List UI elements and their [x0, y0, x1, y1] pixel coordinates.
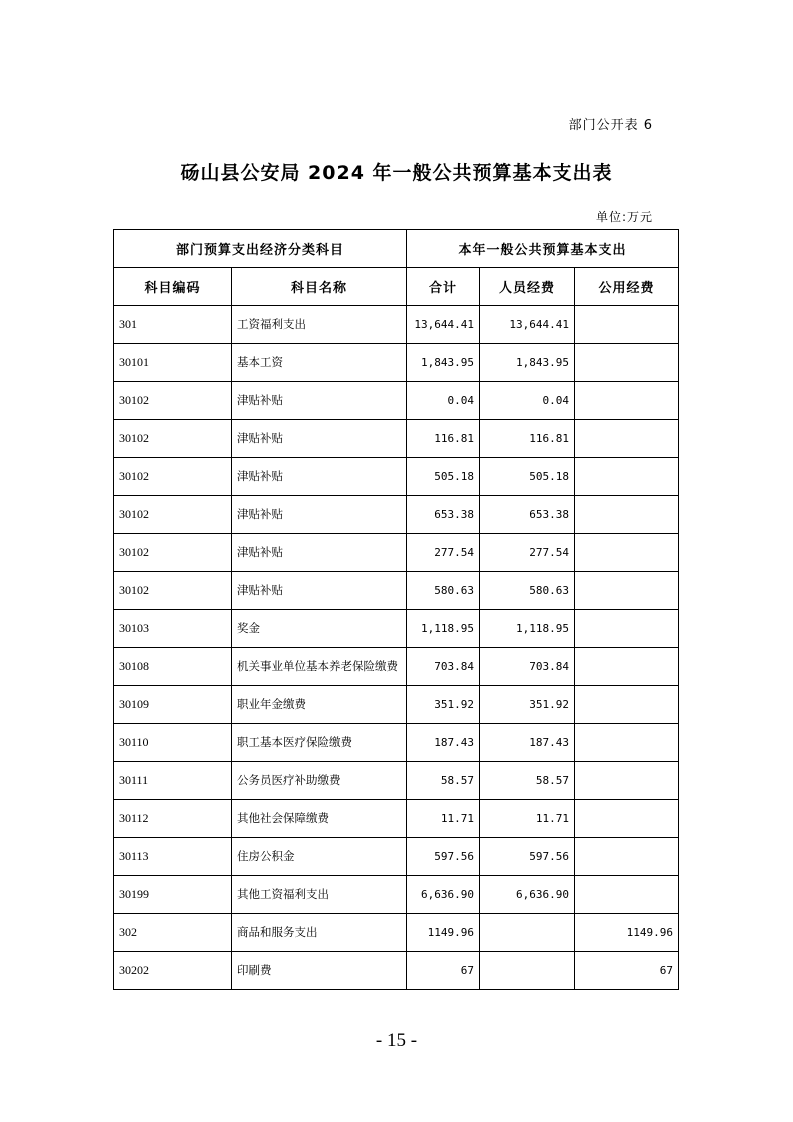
- table-row: [114, 344, 679, 382]
- row-personnel: 0.04: [480, 382, 575, 420]
- row-code: 30102: [114, 458, 232, 496]
- column-header-public: 公用经费: [575, 268, 679, 306]
- row-personnel: 580.63: [480, 572, 575, 610]
- row-public: 1149.96: [575, 914, 679, 952]
- row-total: 597.56: [407, 838, 480, 876]
- row-public: [575, 534, 679, 572]
- row-total: 11.71: [407, 800, 480, 838]
- row-code: 301: [114, 306, 232, 344]
- table-row: [114, 686, 679, 724]
- row-public: [575, 458, 679, 496]
- row-name: 职业年金缴费: [232, 686, 407, 724]
- row-code: 30102: [114, 534, 232, 572]
- row-total: 116.81: [407, 420, 480, 458]
- table-row: [114, 496, 679, 534]
- row-total: 6,636.90: [407, 876, 480, 914]
- row-public: [575, 572, 679, 610]
- budget-table: [113, 229, 679, 990]
- row-personnel: 13,644.41: [480, 306, 575, 344]
- row-personnel: 6,636.90: [480, 876, 575, 914]
- row-total: 277.54: [407, 534, 480, 572]
- row-name: 津贴补贴: [232, 458, 407, 496]
- column-header-personnel: 人员经费: [480, 268, 575, 306]
- row-personnel: 505.18: [480, 458, 575, 496]
- row-name: 其他社会保障缴费: [232, 800, 407, 838]
- row-public: [575, 344, 679, 382]
- row-name: 工资福利支出: [232, 306, 407, 344]
- row-total: 1149.96: [407, 914, 480, 952]
- row-personnel: 703.84: [480, 648, 575, 686]
- row-total: 58.57: [407, 762, 480, 800]
- row-public: [575, 648, 679, 686]
- column-header-name: 科目名称: [232, 268, 407, 306]
- page-number: - 15 -: [375, 1030, 418, 1051]
- row-personnel: 277.54: [480, 534, 575, 572]
- row-name: 津贴补贴: [232, 420, 407, 458]
- row-code: 30101: [114, 344, 232, 382]
- row-name: 奖金: [232, 610, 407, 648]
- group-header-classification: 部门预算支出经济分类科目: [114, 230, 407, 268]
- row-personnel: 351.92: [480, 686, 575, 724]
- row-total: 67: [407, 952, 480, 990]
- row-code: 30108: [114, 648, 232, 686]
- row-code: 30202: [114, 952, 232, 990]
- table-row: [114, 952, 679, 990]
- column-header-code: 科目编码: [114, 268, 232, 306]
- row-public: 67: [575, 952, 679, 990]
- table-row: [114, 838, 679, 876]
- row-public: [575, 762, 679, 800]
- row-total: 13,644.41: [407, 306, 480, 344]
- group-header-expenditure: 本年一般公共预算基本支出: [407, 230, 679, 268]
- row-code: 30103: [114, 610, 232, 648]
- row-public: [575, 800, 679, 838]
- row-total: 1,843.95: [407, 344, 480, 382]
- row-public: [575, 686, 679, 724]
- table-row: [114, 306, 679, 344]
- table-row: [114, 534, 679, 572]
- page-title: 砀山县公安局 2024 年一般公共预算基本支出表: [180, 162, 613, 184]
- row-personnel: 1,118.95: [480, 610, 575, 648]
- row-code: 30102: [114, 382, 232, 420]
- row-personnel: 597.56: [480, 838, 575, 876]
- table-row: [114, 724, 679, 762]
- row-personnel: [480, 952, 575, 990]
- column-header-total: 合计: [407, 268, 480, 306]
- row-public: [575, 876, 679, 914]
- row-total: 653.38: [407, 496, 480, 534]
- row-name: 津贴补贴: [232, 572, 407, 610]
- row-public: [575, 420, 679, 458]
- row-name: 商品和服务支出: [232, 914, 407, 952]
- table-row: [114, 914, 679, 952]
- row-name: 机关事业单位基本养老保险缴费: [232, 648, 407, 686]
- table-row: [114, 876, 679, 914]
- table-row: [114, 572, 679, 610]
- row-public: [575, 838, 679, 876]
- row-total: 505.18: [407, 458, 480, 496]
- row-code: 30102: [114, 496, 232, 534]
- row-public: [575, 724, 679, 762]
- row-name: 公务员医疗补助缴费: [232, 762, 407, 800]
- row-name: 津贴补贴: [232, 534, 407, 572]
- row-code: 30199: [114, 876, 232, 914]
- row-personnel: 58.57: [480, 762, 575, 800]
- table-row: [114, 382, 679, 420]
- row-code: 30112: [114, 800, 232, 838]
- table-row: [114, 800, 679, 838]
- table-row: [114, 762, 679, 800]
- row-total: 580.63: [407, 572, 480, 610]
- row-public: [575, 382, 679, 420]
- row-name: 基本工资: [232, 344, 407, 382]
- row-code: 302: [114, 914, 232, 952]
- unit-label: 单位:万元: [595, 210, 653, 224]
- row-code: 30110: [114, 724, 232, 762]
- table-row: [114, 610, 679, 648]
- row-personnel: 11.71: [480, 800, 575, 838]
- row-code: 30102: [114, 420, 232, 458]
- row-public: [575, 610, 679, 648]
- row-personnel: 187.43: [480, 724, 575, 762]
- row-code: 30102: [114, 572, 232, 610]
- row-total: 703.84: [407, 648, 480, 686]
- row-name: 津贴补贴: [232, 496, 407, 534]
- row-personnel: 116.81: [480, 420, 575, 458]
- row-name: 住房公积金: [232, 838, 407, 876]
- row-personnel: 1,843.95: [480, 344, 575, 382]
- table-body: [114, 306, 679, 990]
- row-name: 印刷费: [232, 952, 407, 990]
- table-row: [114, 458, 679, 496]
- table-number-label: 部门公开表 6: [568, 118, 653, 133]
- row-name: 职工基本医疗保险缴费: [232, 724, 407, 762]
- row-total: 0.04: [407, 382, 480, 420]
- row-public: [575, 306, 679, 344]
- row-total: 187.43: [407, 724, 480, 762]
- row-total: 351.92: [407, 686, 480, 724]
- row-personnel: 653.38: [480, 496, 575, 534]
- row-code: 30111: [114, 762, 232, 800]
- table-row: [114, 420, 679, 458]
- row-name: 津贴补贴: [232, 382, 407, 420]
- row-public: [575, 496, 679, 534]
- row-total: 1,118.95: [407, 610, 480, 648]
- row-personnel: [480, 914, 575, 952]
- row-name: 其他工资福利支出: [232, 876, 407, 914]
- table-row: [114, 648, 679, 686]
- row-code: 30109: [114, 686, 232, 724]
- row-code: 30113: [114, 838, 232, 876]
